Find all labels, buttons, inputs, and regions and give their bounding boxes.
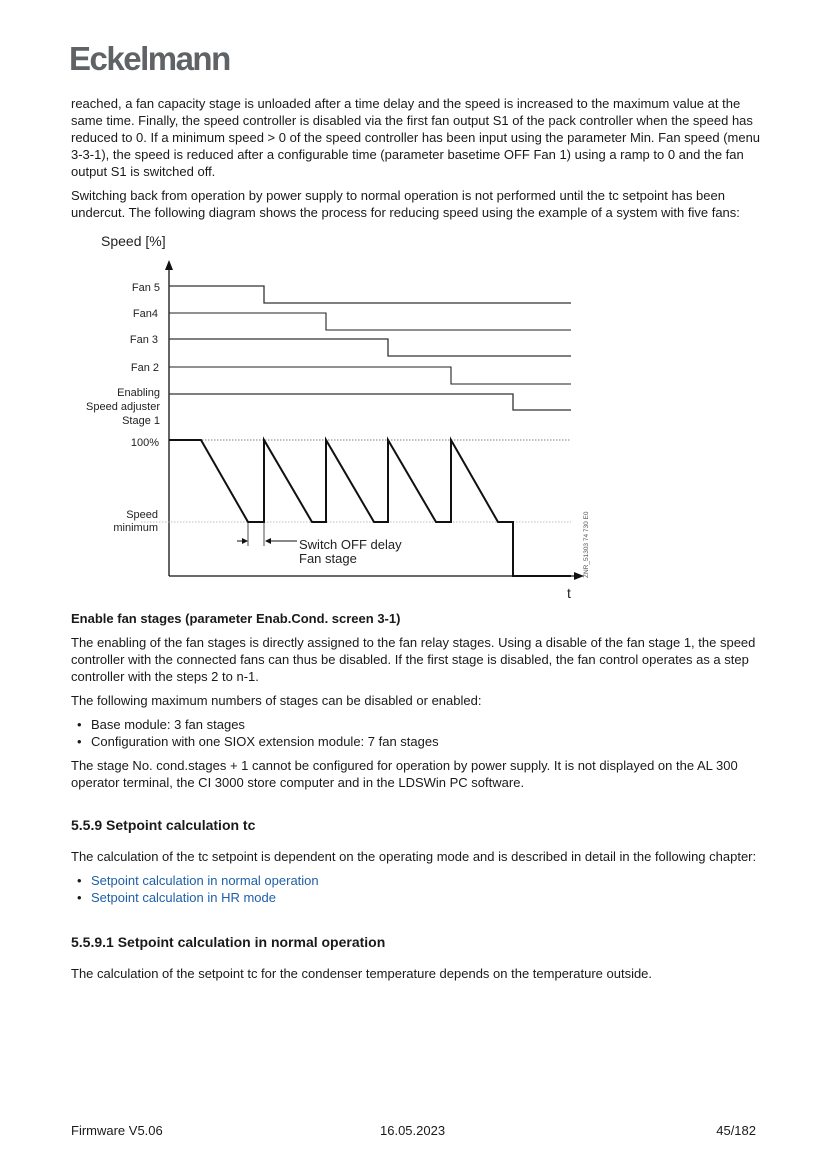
- speed-reduction-diagram: [71, 228, 761, 608]
- paragraph: Switching back from operation by power supply to normal operation is not performed until the tc setpoint has been undercut. The following diagram shows the process for reducing speed using the example of a system with five fans:: [71, 188, 740, 220]
- fan2-label: Fan 2: [130, 362, 159, 374]
- diagram-svg: [71, 228, 761, 608]
- section-heading-5-5-9: 5.5.9 Setpoint calculation tc: [71, 817, 256, 833]
- x-axis-label: t: [567, 585, 571, 601]
- fan5-label: Fan 5: [131, 282, 160, 294]
- paragraph: reached, a fan capacity stage is unloaded after a time delay and the speed is increased to the maximum value at the same time. Finally, the speed controller is disabled via the first fan output S1 of the pack controller when the speed has reduced to 0. If a minimum speed > 0 of the speed controller has been input using the parameter Min. Fan speed (menu 3-3-1), the speed is reduced after a configurable time (parameter basetime OFF Fan 1) using a ramp to 0 and the fan output S1 is switched off.: [71, 96, 761, 179]
- footer-date: 16.05.2023: [380, 1123, 446, 1138]
- paragraph: The stage No. cond.stages + 1 cannot be configured for operation by power supply. It is not displayed on the AL 300 operator terminal, the CI 3000 store computer and in the LDSWin PC software.: [71, 758, 738, 790]
- footer-page-number: 45/182: [716, 1123, 756, 1138]
- list-item: [77, 889, 761, 906]
- paragraph: The enabling of the fan stages is directly assigned to the fan relay stages. Using a disable of the fan stage 1, the speed controller with the connected fans can thus be disabled. If the first stage is disabled, the fan control operates as a step controller with the steps 2 to n-1.: [71, 635, 756, 684]
- subsection-heading: Enable fan stages (parameter Enab.Cond. screen 3-1): [71, 611, 401, 626]
- stage-limits-list: [71, 716, 761, 750]
- list-item: [77, 872, 761, 889]
- arrow-right-icon: [242, 538, 248, 544]
- link-hr-mode[interactable]: Setpoint calculation in HR mode: [91, 890, 276, 905]
- enable-label: Speed adjuster: [86, 401, 160, 413]
- company-logo: Eckelmann: [69, 40, 230, 77]
- arrow-left-icon: [265, 538, 271, 544]
- annotation-label: Switch OFF delay: [299, 537, 402, 552]
- fan4-label: Fan4: [132, 308, 158, 320]
- footer-firmware: Firmware V5.06: [71, 1123, 163, 1138]
- enable-label: Stage 1: [122, 415, 160, 427]
- fan3-label: Fan 3: [129, 334, 158, 346]
- y-axis-arrow-icon: [165, 260, 173, 270]
- speed-min-label: Speed: [126, 509, 158, 521]
- level-100-label: 100%: [130, 437, 159, 449]
- list-item: • Configuration with one SIOX extension module: 7 fan stages: [77, 733, 761, 750]
- list-item: • Base module: 3 fan stages: [77, 716, 761, 733]
- page-content: [71, 95, 761, 989]
- section-heading-5-5-9-1: 5.5.9.1 Setpoint calculation in normal operation: [71, 934, 386, 950]
- link-normal-operation[interactable]: Setpoint calculation in normal operation: [91, 873, 319, 888]
- drawing-number: ZNR_51303 74 730 E0: [583, 511, 590, 578]
- paragraph: The calculation of the setpoint tc for the condenser temperature depends on the temperature outside.: [71, 966, 653, 981]
- y-axis-label: Speed [%]: [101, 233, 166, 249]
- speed-min-label: minimum: [113, 522, 158, 534]
- annotation-label: Fan stage: [299, 551, 357, 566]
- enable-label: Enabling: [117, 387, 160, 399]
- paragraph: The calculation of the tc setpoint is dependent on the operating mode and is described in detail in the following chapter:: [71, 849, 757, 864]
- chapter-links-list: [71, 872, 761, 906]
- paragraph: The following maximum numbers of stages can be disabled or enabled:: [71, 693, 482, 708]
